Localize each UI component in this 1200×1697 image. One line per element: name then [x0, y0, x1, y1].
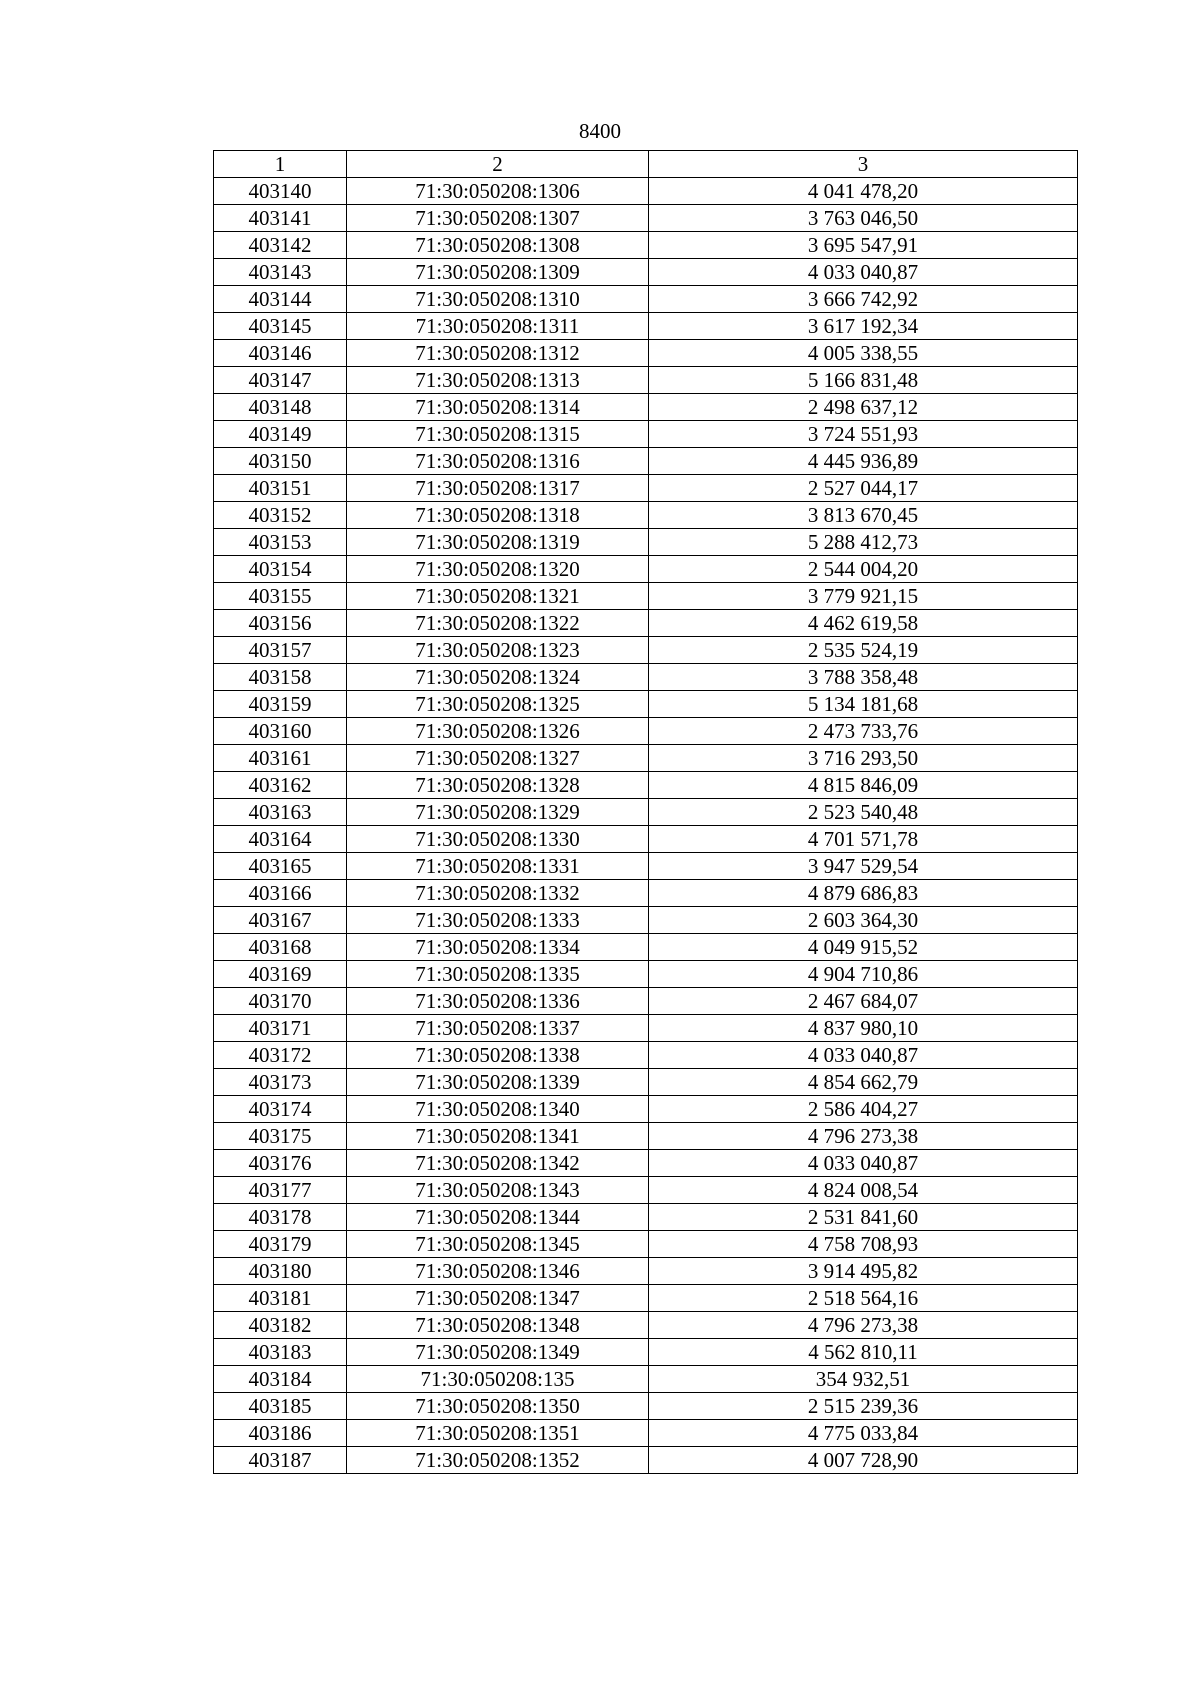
cadastral-number-cell: 71:30:050208:1350 — [347, 1393, 649, 1420]
value-cell: 3 716 293,50 — [649, 745, 1078, 772]
row-number-cell: 403158 — [214, 664, 347, 691]
row-number-cell: 403175 — [214, 1123, 347, 1150]
cadastral-number-cell: 71:30:050208:1306 — [347, 178, 649, 205]
table-row — [214, 799, 1078, 826]
table-row — [214, 934, 1078, 961]
cadastral-number-cell: 71:30:050208:1340 — [347, 1096, 649, 1123]
row-number-cell: 403163 — [214, 799, 347, 826]
cadastral-number-cell: 71:30:050208:1326 — [347, 718, 649, 745]
cadastral-number-cell: 71:30:050208:1330 — [347, 826, 649, 853]
value-cell: 2 473 733,76 — [649, 718, 1078, 745]
cadastral-number-cell: 71:30:050208:1351 — [347, 1420, 649, 1447]
value-cell: 2 544 004,20 — [649, 556, 1078, 583]
value-cell: 4 005 338,55 — [649, 340, 1078, 367]
table-row — [214, 583, 1078, 610]
row-number-cell: 403155 — [214, 583, 347, 610]
value-cell: 3 666 742,92 — [649, 286, 1078, 313]
value-cell: 4 796 273,38 — [649, 1312, 1078, 1339]
cadastral-number-cell: 71:30:050208:1345 — [347, 1231, 649, 1258]
row-number-cell: 403140 — [214, 178, 347, 205]
table-row — [214, 1312, 1078, 1339]
row-number-cell: 403145 — [214, 313, 347, 340]
row-number-cell: 403149 — [214, 421, 347, 448]
table-row — [214, 394, 1078, 421]
row-number-cell: 403146 — [214, 340, 347, 367]
row-number-cell: 403177 — [214, 1177, 347, 1204]
table-row — [214, 1393, 1078, 1420]
cadastral-number-cell: 71:30:050208:1314 — [347, 394, 649, 421]
table-row — [214, 1366, 1078, 1393]
cadastral-number-cell: 71:30:050208:1318 — [347, 502, 649, 529]
table-row — [214, 286, 1078, 313]
table-row — [214, 772, 1078, 799]
row-number-cell: 403182 — [214, 1312, 347, 1339]
table-row — [214, 448, 1078, 475]
cadastral-number-cell: 71:30:050208:1343 — [347, 1177, 649, 1204]
row-number-cell: 403179 — [214, 1231, 347, 1258]
table-row — [214, 637, 1078, 664]
row-number-cell: 403171 — [214, 1015, 347, 1042]
data-table — [213, 150, 1078, 1474]
column-header-1: 1 — [214, 151, 347, 178]
value-cell: 3 788 358,48 — [649, 664, 1078, 691]
value-cell: 4 837 980,10 — [649, 1015, 1078, 1042]
value-cell: 4 775 033,84 — [649, 1420, 1078, 1447]
cadastral-number-cell: 71:30:050208:1315 — [347, 421, 649, 448]
value-cell: 4 041 478,20 — [649, 178, 1078, 205]
table-row — [214, 556, 1078, 583]
value-cell: 4 033 040,87 — [649, 1042, 1078, 1069]
row-number-cell: 403160 — [214, 718, 347, 745]
table-header — [214, 151, 1078, 178]
cadastral-number-cell: 71:30:050208:1334 — [347, 934, 649, 961]
row-number-cell: 403147 — [214, 367, 347, 394]
value-cell: 3 813 670,45 — [649, 502, 1078, 529]
cadastral-number-cell: 71:30:050208:1327 — [347, 745, 649, 772]
value-cell: 5 288 412,73 — [649, 529, 1078, 556]
cadastral-number-cell: 71:30:050208:1352 — [347, 1447, 649, 1474]
table-row — [214, 529, 1078, 556]
cadastral-number-cell: 71:30:050208:1313 — [347, 367, 649, 394]
value-cell: 3 724 551,93 — [649, 421, 1078, 448]
table-row — [214, 1042, 1078, 1069]
table-row — [214, 232, 1078, 259]
table-row — [214, 1204, 1078, 1231]
row-number-cell: 403169 — [214, 961, 347, 988]
value-cell: 2 603 364,30 — [649, 907, 1078, 934]
table-row — [214, 313, 1078, 340]
value-cell: 3 947 529,54 — [649, 853, 1078, 880]
value-cell: 5 166 831,48 — [649, 367, 1078, 394]
value-cell: 2 467 684,07 — [649, 988, 1078, 1015]
cadastral-number-cell: 71:30:050208:1307 — [347, 205, 649, 232]
table-row — [214, 259, 1078, 286]
cadastral-number-cell: 71:30:050208:1310 — [347, 286, 649, 313]
table-row — [214, 1150, 1078, 1177]
row-number-cell: 403173 — [214, 1069, 347, 1096]
table-row — [214, 745, 1078, 772]
table-row — [214, 691, 1078, 718]
row-number-cell: 403174 — [214, 1096, 347, 1123]
row-number-cell: 403148 — [214, 394, 347, 421]
row-number-cell: 403162 — [214, 772, 347, 799]
cadastral-number-cell: 71:30:050208:1308 — [347, 232, 649, 259]
table-row — [214, 961, 1078, 988]
value-cell: 4 854 662,79 — [649, 1069, 1078, 1096]
row-number-cell: 403186 — [214, 1420, 347, 1447]
column-header-2: 2 — [347, 151, 649, 178]
cadastral-number-cell: 71:30:050208:1311 — [347, 313, 649, 340]
value-cell: 4 033 040,87 — [649, 1150, 1078, 1177]
table-body — [214, 178, 1078, 1474]
row-number-cell: 403157 — [214, 637, 347, 664]
row-number-cell: 403181 — [214, 1285, 347, 1312]
table-row — [214, 1447, 1078, 1474]
value-cell: 4 815 846,09 — [649, 772, 1078, 799]
table-row — [214, 988, 1078, 1015]
column-header-3: 3 — [649, 151, 1078, 178]
row-number-cell: 403172 — [214, 1042, 347, 1069]
table-row — [214, 1096, 1078, 1123]
row-number-cell: 403144 — [214, 286, 347, 313]
table-row — [214, 1339, 1078, 1366]
value-cell: 2 586 404,27 — [649, 1096, 1078, 1123]
value-cell: 4 879 686,83 — [649, 880, 1078, 907]
cadastral-number-cell: 71:30:050208:1339 — [347, 1069, 649, 1096]
value-cell: 4 445 936,89 — [649, 448, 1078, 475]
cadastral-number-cell: 71:30:050208:1347 — [347, 1285, 649, 1312]
value-cell: 2 531 841,60 — [649, 1204, 1078, 1231]
table-row — [214, 1231, 1078, 1258]
table-row — [214, 853, 1078, 880]
row-number-cell: 403183 — [214, 1339, 347, 1366]
row-number-cell: 403187 — [214, 1447, 347, 1474]
value-cell: 2 523 540,48 — [649, 799, 1078, 826]
cadastral-number-cell: 71:30:050208:1325 — [347, 691, 649, 718]
table-row — [214, 475, 1078, 502]
row-number-cell: 403165 — [214, 853, 347, 880]
value-cell: 4 562 810,11 — [649, 1339, 1078, 1366]
table-row — [214, 1420, 1078, 1447]
table-row — [214, 1123, 1078, 1150]
cadastral-number-cell: 71:30:050208:1323 — [347, 637, 649, 664]
row-number-cell: 403167 — [214, 907, 347, 934]
table-row — [214, 1258, 1078, 1285]
cadastral-number-cell: 71:30:050208:1319 — [347, 529, 649, 556]
value-cell: 4 824 008,54 — [649, 1177, 1078, 1204]
table-row — [214, 421, 1078, 448]
cadastral-number-cell: 71:30:050208:1320 — [347, 556, 649, 583]
value-cell: 2 518 564,16 — [649, 1285, 1078, 1312]
row-number-cell: 403142 — [214, 232, 347, 259]
cadastral-number-cell: 71:30:050208:1336 — [347, 988, 649, 1015]
table-row — [214, 340, 1078, 367]
table-row — [214, 880, 1078, 907]
cadastral-number-cell: 71:30:050208:1321 — [347, 583, 649, 610]
cadastral-number-cell: 71:30:050208:1346 — [347, 1258, 649, 1285]
table-row — [214, 1285, 1078, 1312]
table-row — [214, 502, 1078, 529]
cadastral-number-cell: 71:30:050208:1332 — [347, 880, 649, 907]
row-number-cell: 403164 — [214, 826, 347, 853]
row-number-cell: 403143 — [214, 259, 347, 286]
row-number-cell: 403161 — [214, 745, 347, 772]
cadastral-number-cell: 71:30:050208:1341 — [347, 1123, 649, 1150]
value-cell: 4 462 619,58 — [649, 610, 1078, 637]
value-cell: 354 932,51 — [649, 1366, 1078, 1393]
row-number-cell: 403159 — [214, 691, 347, 718]
row-number-cell: 403150 — [214, 448, 347, 475]
value-cell: 3 779 921,15 — [649, 583, 1078, 610]
value-cell: 4 904 710,86 — [649, 961, 1078, 988]
cadastral-number-cell: 71:30:050208:1335 — [347, 961, 649, 988]
row-number-cell: 403178 — [214, 1204, 347, 1231]
value-cell: 3 695 547,91 — [649, 232, 1078, 259]
page-number: 8400 — [579, 119, 621, 143]
table-row — [214, 718, 1078, 745]
header-row — [214, 151, 1078, 178]
value-cell: 5 134 181,68 — [649, 691, 1078, 718]
cadastral-number-cell: 71:30:050208:1329 — [347, 799, 649, 826]
cadastral-number-cell: 71:30:050208:1348 — [347, 1312, 649, 1339]
table-row — [214, 907, 1078, 934]
value-cell: 2 535 524,19 — [649, 637, 1078, 664]
value-cell: 3 914 495,82 — [649, 1258, 1078, 1285]
cadastral-number-cell: 71:30:050208:1312 — [347, 340, 649, 367]
table-row — [214, 826, 1078, 853]
value-cell: 4 033 040,87 — [649, 259, 1078, 286]
cadastral-number-cell: 71:30:050208:135 — [347, 1366, 649, 1393]
table-row — [214, 664, 1078, 691]
value-cell: 3 617 192,34 — [649, 313, 1078, 340]
value-cell: 3 763 046,50 — [649, 205, 1078, 232]
value-cell: 4 796 273,38 — [649, 1123, 1078, 1150]
value-cell: 4 007 728,90 — [649, 1447, 1078, 1474]
value-cell: 2 527 044,17 — [649, 475, 1078, 502]
row-number-cell: 403156 — [214, 610, 347, 637]
row-number-cell: 403168 — [214, 934, 347, 961]
row-number-cell: 403180 — [214, 1258, 347, 1285]
row-number-cell: 403151 — [214, 475, 347, 502]
cadastral-number-cell: 71:30:050208:1342 — [347, 1150, 649, 1177]
value-cell: 2 498 637,12 — [649, 394, 1078, 421]
row-number-cell: 403176 — [214, 1150, 347, 1177]
table-row — [214, 367, 1078, 394]
cadastral-number-cell: 71:30:050208:1324 — [347, 664, 649, 691]
row-number-cell: 403154 — [214, 556, 347, 583]
value-cell: 4 049 915,52 — [649, 934, 1078, 961]
cadastral-number-cell: 71:30:050208:1328 — [347, 772, 649, 799]
cadastral-number-cell: 71:30:050208:1317 — [347, 475, 649, 502]
table-row — [214, 1069, 1078, 1096]
cadastral-number-cell: 71:30:050208:1309 — [347, 259, 649, 286]
cadastral-number-cell: 71:30:050208:1333 — [347, 907, 649, 934]
row-number-cell: 403185 — [214, 1393, 347, 1420]
row-number-cell: 403184 — [214, 1366, 347, 1393]
row-number-cell: 403170 — [214, 988, 347, 1015]
table-row — [214, 1177, 1078, 1204]
table-row — [214, 610, 1078, 637]
value-cell: 2 515 239,36 — [649, 1393, 1078, 1420]
value-cell: 4 701 571,78 — [649, 826, 1078, 853]
row-number-cell: 403166 — [214, 880, 347, 907]
row-number-cell: 403153 — [214, 529, 347, 556]
cadastral-number-cell: 71:30:050208:1337 — [347, 1015, 649, 1042]
cadastral-number-cell: 71:30:050208:1331 — [347, 853, 649, 880]
table-row — [214, 1015, 1078, 1042]
table-row — [214, 178, 1078, 205]
cadastral-number-cell: 71:30:050208:1322 — [347, 610, 649, 637]
cadastral-number-cell: 71:30:050208:1349 — [347, 1339, 649, 1366]
row-number-cell: 403152 — [214, 502, 347, 529]
table-row — [214, 205, 1078, 232]
cadastral-number-cell: 71:30:050208:1344 — [347, 1204, 649, 1231]
row-number-cell: 403141 — [214, 205, 347, 232]
cadastral-number-cell: 71:30:050208:1316 — [347, 448, 649, 475]
cadastral-number-cell: 71:30:050208:1338 — [347, 1042, 649, 1069]
value-cell: 4 758 708,93 — [649, 1231, 1078, 1258]
